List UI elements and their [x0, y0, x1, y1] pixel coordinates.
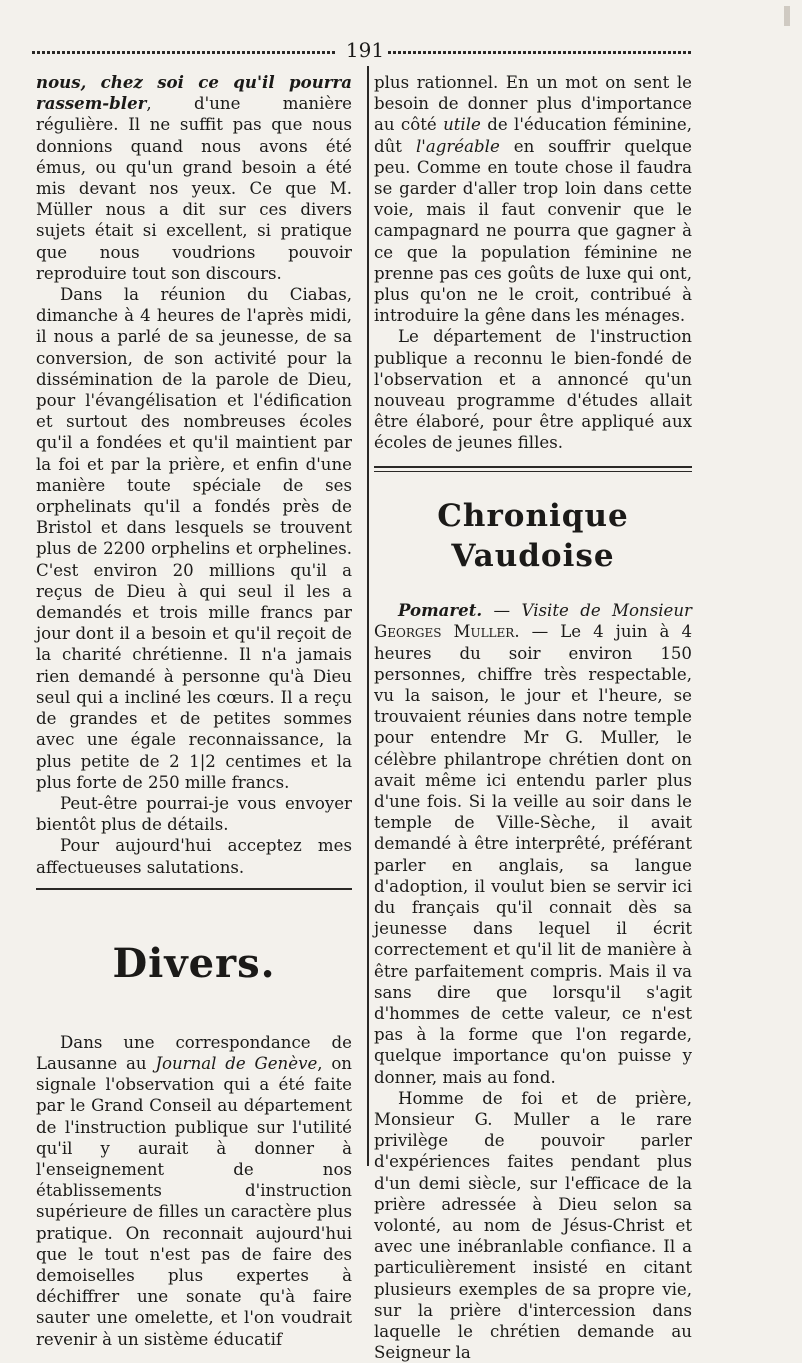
right-column — [374, 72, 692, 1363]
right-p1-b: de l'éducation féminine, dût — [374, 115, 693, 156]
right-paragraph-4: Homme de foi et de prière, Monsieur G. Muller a le rare privilège de pouvoir parler d'expériences faites pendant plus d'un demi siècle, sur l'efficace de la prière adressée à Dieu selon sa volonté, au nom de Jésus-Christ et avec une inébranlable confiance. Il a particulièrement insisté en citant plusieurs exemples de sa propre vie, sur la prière d'intercession dans laquelle le chrétien demande au Seigneur la — [374, 1088, 692, 1363]
left-p1-emphasis: nous, chez soi ce qu'il pourra rassem-bler — [36, 72, 352, 114]
article-title: Visite de Monsieur — [521, 601, 692, 621]
divers-heading: Divers. — [112, 939, 276, 987]
divers-paragraph — [36, 1032, 352, 1350]
left-paragraph-3: Peut-être pourrai-je vous envoyer bientôt plus de détails. — [36, 793, 352, 835]
header-rule-right — [388, 51, 692, 54]
person-name: Georges Muller. — [374, 622, 520, 642]
header-rule-left — [32, 51, 336, 54]
left-paragraph-1 — [36, 72, 352, 284]
left-paragraph-4: Pour aujourd'hui acceptez mes affectueuses salutations. — [36, 836, 352, 877]
dash: — — [482, 601, 522, 621]
pomaret-text: — Le 4 juin à 4 heures du soir environ 150 personnes, chiffre très respectable, vu la saison, le jour et l'heure, se trouvaient réunies dans notre temple pour entendre Mr G. Muller, le célèbre philantrope chrétien dont on avait même ici entendu parler plus d'une fois. Si la veille au soir dans le temple de Ville-Sèche, il avait demandé à être interprêté, préférant parler en anglais, sa langue d'adoption, il voulut bien se servir ici du français qu'il connait dès sa jeunesse dans lequel il écrit correctement et qu'il lit de manière à être parfaitement compris. Mais il va sans dire que lorsqu'il s'agit d'hommes de cette valeur, ce n'est pas à la forme que l'on regarde, quelque importance qu'on puisse y donner, mais au fond. — [374, 622, 692, 1087]
page-corner-mark — [784, 6, 790, 26]
left-paragraph-2: Dans la réunion du Ciabas, dimanche à 4 heures de l'après midi, il nous a parlé de sa jeunesse, de sa conversion, de son activité pour la dissémination de la parole de Dieu, pour l'évangélisation et l'édification et surtout des nombreuses écoles qu'il a fondées et qu'il maintient par la foi et par la prière, et enfin d'une manière toute spéciale de ses orphelinats qu'il a fondés près de Bristol et dans lesquels se trouvent plus de 2200 orphelins et orphelines. C'est environ 20 millions qu'il a reçus de Dieu à qui seul il les a demandés et trois mille francs par jour dont il a besoin et qu'il reçoit de la charité chrétienne. Il n'a jamais rien demandé à personne qu'à Dieu seul qui a incliné les cœurs. Il a reçu de grandes et de petites sommes avec une égale reconnaissance, la plus petite de 2 1|2 centimes et la plus forte de 250 mille francs. — [36, 285, 352, 792]
right-paragraph-2: Le département de l'instruction publique a reconnu le bien-fondé de l'observation et a annoncé qu'un nouveau programme d'études allait être élaboré, pour être appliqué aux écoles de jeunes filles. — [374, 327, 692, 453]
section-rule-bottom — [374, 471, 692, 473]
word-agreable: l'agréable — [415, 136, 500, 156]
page-number: 191 — [345, 38, 385, 62]
left-p1-text: , d'une manière régulière. Il ne suffit pas que nous donnions quand nous avons été émus, ou qu'un grand besoin a été mis devant nos yeux. Ce que M. Müller nous a dit sur ces divers sujets était si excellent, si pratique que nous voudrions pouvoir reproduire tout son discours. — [36, 94, 352, 283]
column-divider — [367, 66, 369, 1166]
pomaret-paragraph — [374, 600, 692, 1088]
section-rule — [36, 888, 352, 890]
left-column — [36, 72, 352, 1350]
divers-text-b: , on signale l'observation qui a été faite par le Grand Conseil au département de l'instruction publique sur l'utilité qu'il y aurait à donner à l'enseignement de nos établissements d'instruction supérieure de filles un caractère plus pratique. On reconnait aujourd'hui que le tout n'est pas de faire des demoiselles plus expertes à déchiffrer une sonate qu'à faire sauter une omelette, et l'on voudrait revenir à un sistème éducatif — [36, 1053, 352, 1349]
right-paragraph-1 — [374, 72, 692, 326]
divers-text-a: Dans une correspondance de Lausanne au — [36, 1032, 352, 1073]
chronique-heading: Chronique Vaudoise — [437, 498, 629, 575]
journal-title: Journal de Genève — [155, 1053, 318, 1073]
word-utile: utile — [443, 115, 481, 135]
right-p1-c: en souffrir quelque peu. Comme en toute chose il faudra se garder d'aller trop loin dans cette voie, mais il faut convenir que le campagnard ne pourra que gagner à ce que la population féminine ne prenne pas ces goûts de luxe qui ont, plus qu'on ne le croit, contribué à introduire la gêne dans les ménages. — [374, 136, 692, 326]
page-header — [32, 38, 692, 62]
right-p1-a: plus rationnel. En un mot on sent le besoin de donner plus d'importance au côté — [374, 73, 692, 135]
place-name: Pomaret. — [398, 600, 483, 621]
